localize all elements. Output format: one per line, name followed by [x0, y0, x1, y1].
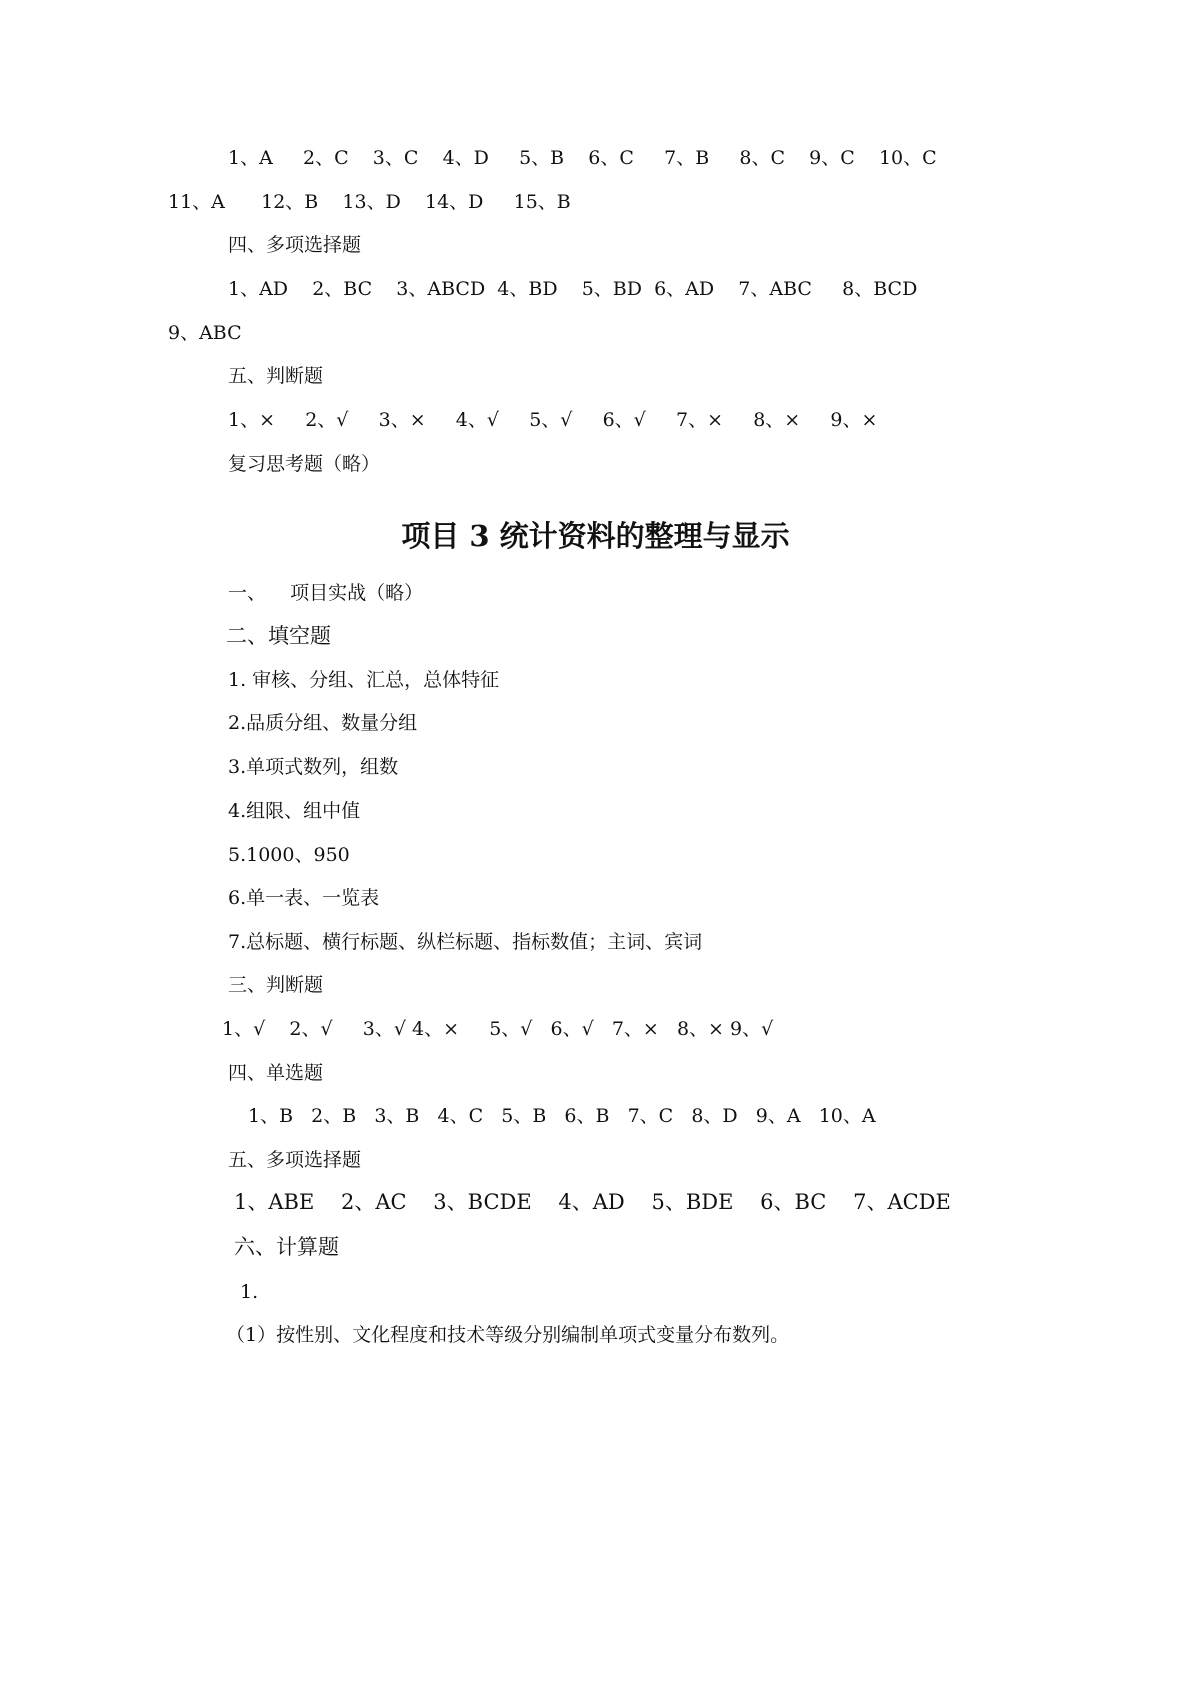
- section-heading-multiple-choice-2: 五、多项选择题: [228, 1149, 362, 1171]
- true-false-answers: 1、× 2、√ 3、× 4、√ 5、√ 6、√ 7、× 8、× 9、×: [228, 409, 878, 431]
- fill-blank-answer-2: 2.品质分组、数量分组: [228, 712, 418, 734]
- calculation-question-part-1: （1）按性别、文化程度和技术等级分别编制单项式变量分布数列。: [226, 1324, 790, 1346]
- multiple-choice-answers-row-1: 1、AD 2、BC 3、ABCD 4、BD 5、BD 6、AD 7、ABC 8、BCD: [228, 278, 918, 300]
- section-heading-multiple-choice: 四、多项选择题: [228, 234, 362, 256]
- multiple-choice-answers-row-2: 9、ABC: [168, 322, 242, 344]
- section-heading-fill-blank: 二、填空题: [226, 624, 331, 648]
- section-heading-true-false: 五、判断题: [228, 365, 324, 387]
- single-choice-answers-2: 1、B 2、B 3、B 4、C 5、B 6、B 7、C 8、D 9、A 10、A: [248, 1105, 876, 1127]
- fill-blank-answer-4: 4.组限、组中值: [228, 800, 361, 822]
- true-false-answers-2: 1、√ 2、√ 3、√ 4、× 5、√ 6、√ 7、× 8、× 9、√: [222, 1018, 774, 1040]
- review-questions-note: 复习思考题（略）: [228, 453, 381, 475]
- fill-blank-answer-5: 5.1000、950: [228, 844, 350, 866]
- fill-blank-answer-6: 6.单一表、一览表: [228, 887, 380, 909]
- section-heading-project-practice: 一、 项目实战（略）: [228, 582, 424, 604]
- fill-blank-answer-1: 1. 审核、分组、汇总，总体特征: [228, 669, 500, 691]
- multiple-choice-answers-2: 1、ABE 2、AC 3、BCDE 4、AD 5、BDE 6、BC 7、ACDE: [234, 1190, 951, 1214]
- fill-blank-answer-3: 3.单项式数列，组数: [228, 756, 399, 778]
- single-choice-answers-row-1: 1、A 2、C 3、C 4、D 5、B 6、C 7、B 8、C 9、C 10、C: [228, 147, 937, 169]
- section-heading-single-choice: 四、单选题: [228, 1062, 324, 1084]
- section-heading-true-false-2: 三、判断题: [228, 974, 324, 996]
- section-heading-calculation: 六、计算题: [234, 1235, 339, 1259]
- single-choice-answers-row-2: 11、A 12、B 13、D 14、D 15、B: [168, 191, 571, 213]
- fill-blank-answer-7: 7.总标题、横行标题、纵栏标题、指标数值；主词、宾词: [228, 931, 703, 953]
- calculation-question-number: 1.: [240, 1281, 259, 1303]
- chapter-title: 项目 3 统计资料的整理与显示: [401, 519, 790, 553]
